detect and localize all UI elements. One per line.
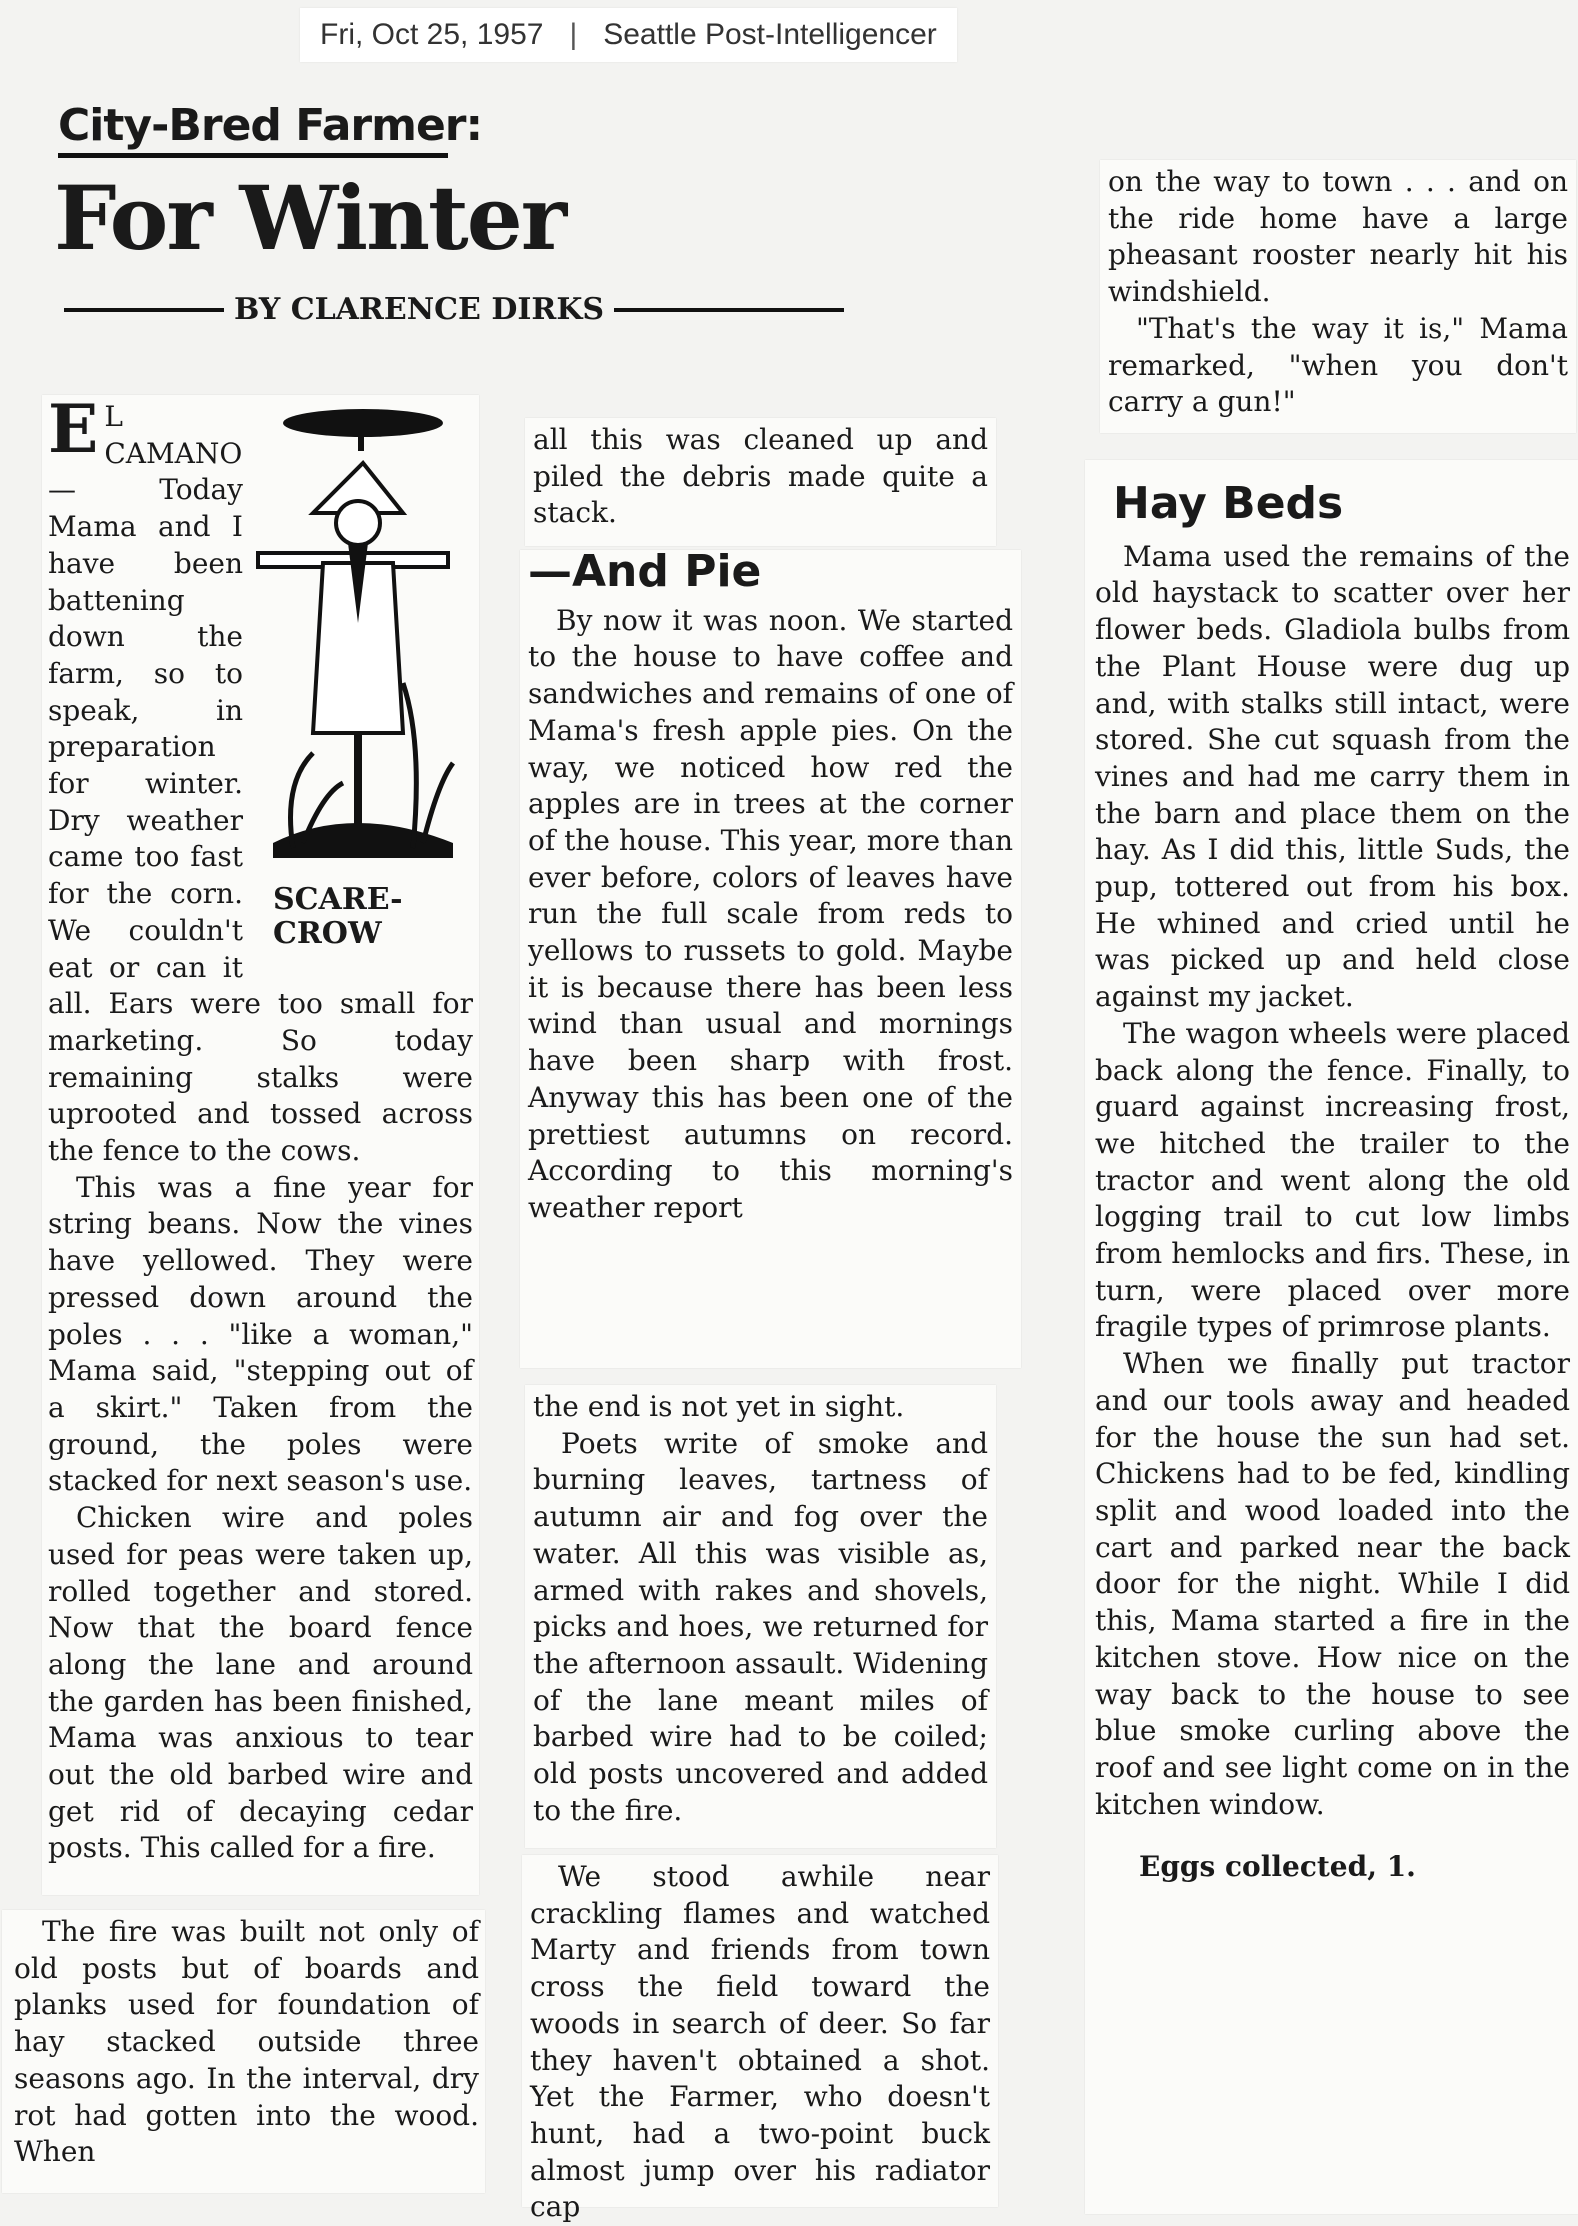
scarecrow-illustration [253, 403, 473, 951]
column-1-continued [2, 1910, 485, 2193]
paragraph-fire: The fire was built not only of old posts but of boards and planks used for foundation of hay stacked outside three seasons ago. In the interval, dry rot had gotten into the wood. When [14, 1915, 479, 2169]
column-2-middle [525, 1385, 996, 1848]
paragraph-tractor: When we finally put tractor and our tools away and headed for the house the sun had set. Chickens had to be fed, kindling split and wood loaded into the cart and parked near the back door for the night. While I did this, Mama started a fire in the kitchen stove. How nice on the way back to the house to see blue smoke curling above the roof and see light come on in the kitchen window. [1095, 1347, 1570, 1821]
paragraph-noon: By now it was noon. We started to the house to have coffee and sandwiches and remains of one of Mama's fresh apple pies. On the way, we noticed how red the apples are in trees at the corner of the house. This year, more than ever before, colors of leaves have run the full scale from reds to yellows to russets to gold. Maybe it is because there has been less wind than usual and mornings have been sharp with frost. Anyway this has been one of the prettiest autumns on record. According to this morning's weather report [528, 603, 1013, 1224]
drop-cap: E [48, 390, 99, 468]
article-title: For Winter [54, 166, 566, 270]
subhead-hay-beds: Hay Beds [1113, 478, 1344, 529]
publication-date: Fri, Oct 25, 1957 [320, 18, 544, 51]
column-3-top [1100, 160, 1576, 433]
column-2-top [525, 418, 996, 546]
byline [64, 292, 940, 327]
paragraph-string-beans: This was a fine year for string beans. Now the vines have yellowed. They were pressed down around the poles . . . "like a woman," Mama said, "stepping out of a skirt." Taken from the ground, the poles were stacked for next season's use. [48, 1170, 473, 1498]
paragraph-wagon-wheels: The wagon wheels were placed back along the fence. Finally, to guard against increasing frost, we hitched the trailer to the tractor and went along the old logging trail to cut low limbs from hemlocks and firs. These, in turn, were placed over more fragile types of primrose plants. [1095, 1016, 1570, 1344]
column-3-hay-beds [1085, 460, 1578, 2214]
illustration-caption-line2: CROW [273, 915, 382, 951]
byline-text: BY CLARENCE DIRKS [234, 292, 605, 327]
paragraph-deer: We stood awhile near crackling flames and watched Marty and friends from town cross the field toward the woods in search of deer. So far they haven't obtained a shot. Yet the Farmer, who doesn't hunt, had a two-point buck almost jump over his radiator cap [530, 1860, 990, 2224]
source-separator: | [569, 18, 578, 51]
paragraph-poets: Poets write of smoke and burning leaves, tartness of autumn air and fog over the water. All this was visible as, armed with rakes and shovels, picks and hoes, we returned for the afternoon assault. Widening of the lane meant miles of barbed wire had to be coiled; old posts uncovered and added to the fire. [533, 1426, 988, 1827]
paragraph-stack: all this was cleaned up and piled the debris made quite a stack. [533, 423, 988, 530]
column-2-pie [520, 546, 1021, 1368]
article-kicker: City-Bred Farmer: [58, 100, 483, 151]
source-banner [300, 8, 957, 62]
column-2-bottom [522, 1855, 998, 2224]
byline-rule-right [614, 308, 844, 312]
lede-paragraph: L CAMANO — Today Mama and I have been battening down the farm, so to speak, in preparation for winter. Dry weather came too fast for the corn. We couldn't eat or can it all. Ears were too small for marketing. So today remaining stalks were uprooted and tossed across the fence to the cows. [48, 400, 473, 1168]
illustration-caption-line1: SCARE- [273, 881, 403, 917]
paragraph-pheasant: on the way to town . . . and on the ride home have a large pheasant rooster nearly hit his windshield. [1108, 165, 1568, 309]
paragraph-gun-quote: "That's the way it is," Mama remarked, "when you don't carry a gun!" [1108, 311, 1568, 419]
paragraph-chicken-wire: Chicken wire and poles used for peas were taken up, rolled together and stored. Now that the board fence along the lane and around the garden has been finished, Mama was anxious to tear out the old barbed wire and get rid of decaying cedar posts. This called for a fire. [48, 1501, 473, 1865]
byline-rule-left [64, 308, 224, 312]
eggs-collected: Eggs collected, 1. [1139, 1850, 1416, 1884]
column-1 [42, 390, 479, 1895]
scarecrow-icon [253, 403, 463, 873]
header-clip [40, 100, 940, 380]
subhead-and-pie: —And Pie [528, 546, 762, 597]
paragraph-haystack: Mama used the remains of the old haystack to scatter over her flower beds. Gladiola bulbs from the Plant House were dug up and, with stalks still intact, were stored. She cut squash from the vines and had me carry them in the barn and place them on the hay. As I did this, little Suds, the pup, tottered out from his box. He whined and cried until he was picked up and held close against my jacket. [1095, 539, 1570, 1014]
kicker-rule [58, 153, 448, 158]
paragraph-end-in-sight: the end is not yet in sight. [533, 1390, 905, 1423]
newspaper-name: Seattle Post-Intelligencer [603, 18, 937, 51]
